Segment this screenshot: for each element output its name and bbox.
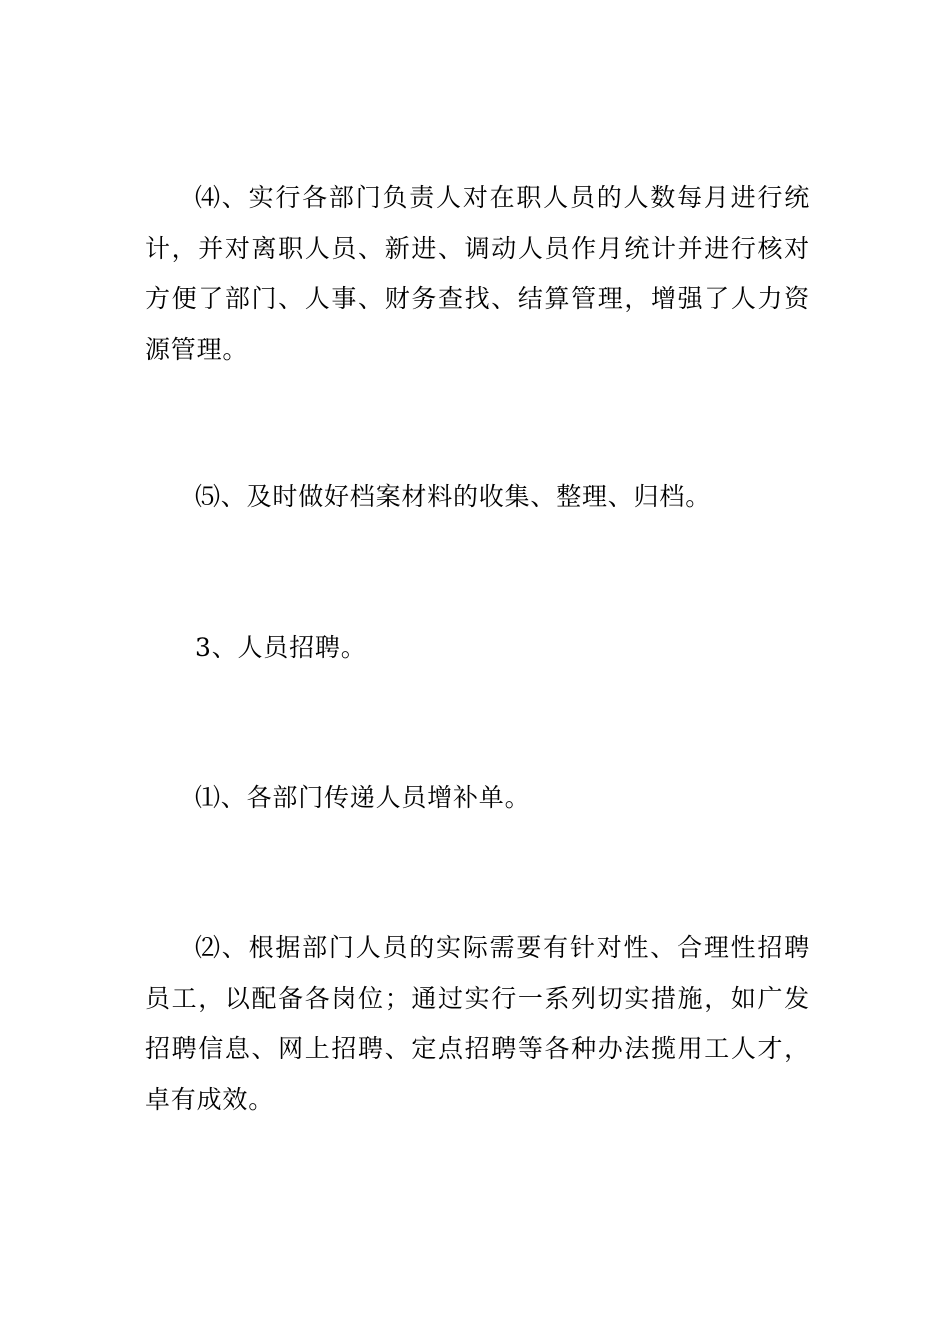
paragraph-staff-supplement-form: ⑴、各部门传递人员增补单。 (195, 783, 531, 812)
paragraph-personnel-statistics: ⑷、实行各部门负责人对在职人员的人数每月进行统计，并对离职人员、新进、调动人员作月统计并进行核对方便了部门、人事、财务查找、结算管理，增强了人力资源管理。 (145, 183, 810, 365)
paragraph-recruitment-measures: ⑵、根据部门人员的实际需要有针对性、合理性招聘员工，以配备各岗位；通过实行一系列切实措施，如广发招聘信息、网上招聘、定点招聘等各种办法揽用工人才，卓有成效。 (145, 933, 810, 1115)
paragraph-archive-materials: ⑸、及时做好档案材料的收集、整理、归档。 (195, 482, 712, 511)
section-heading-recruitment: 3、人员招聘。 (195, 633, 367, 662)
